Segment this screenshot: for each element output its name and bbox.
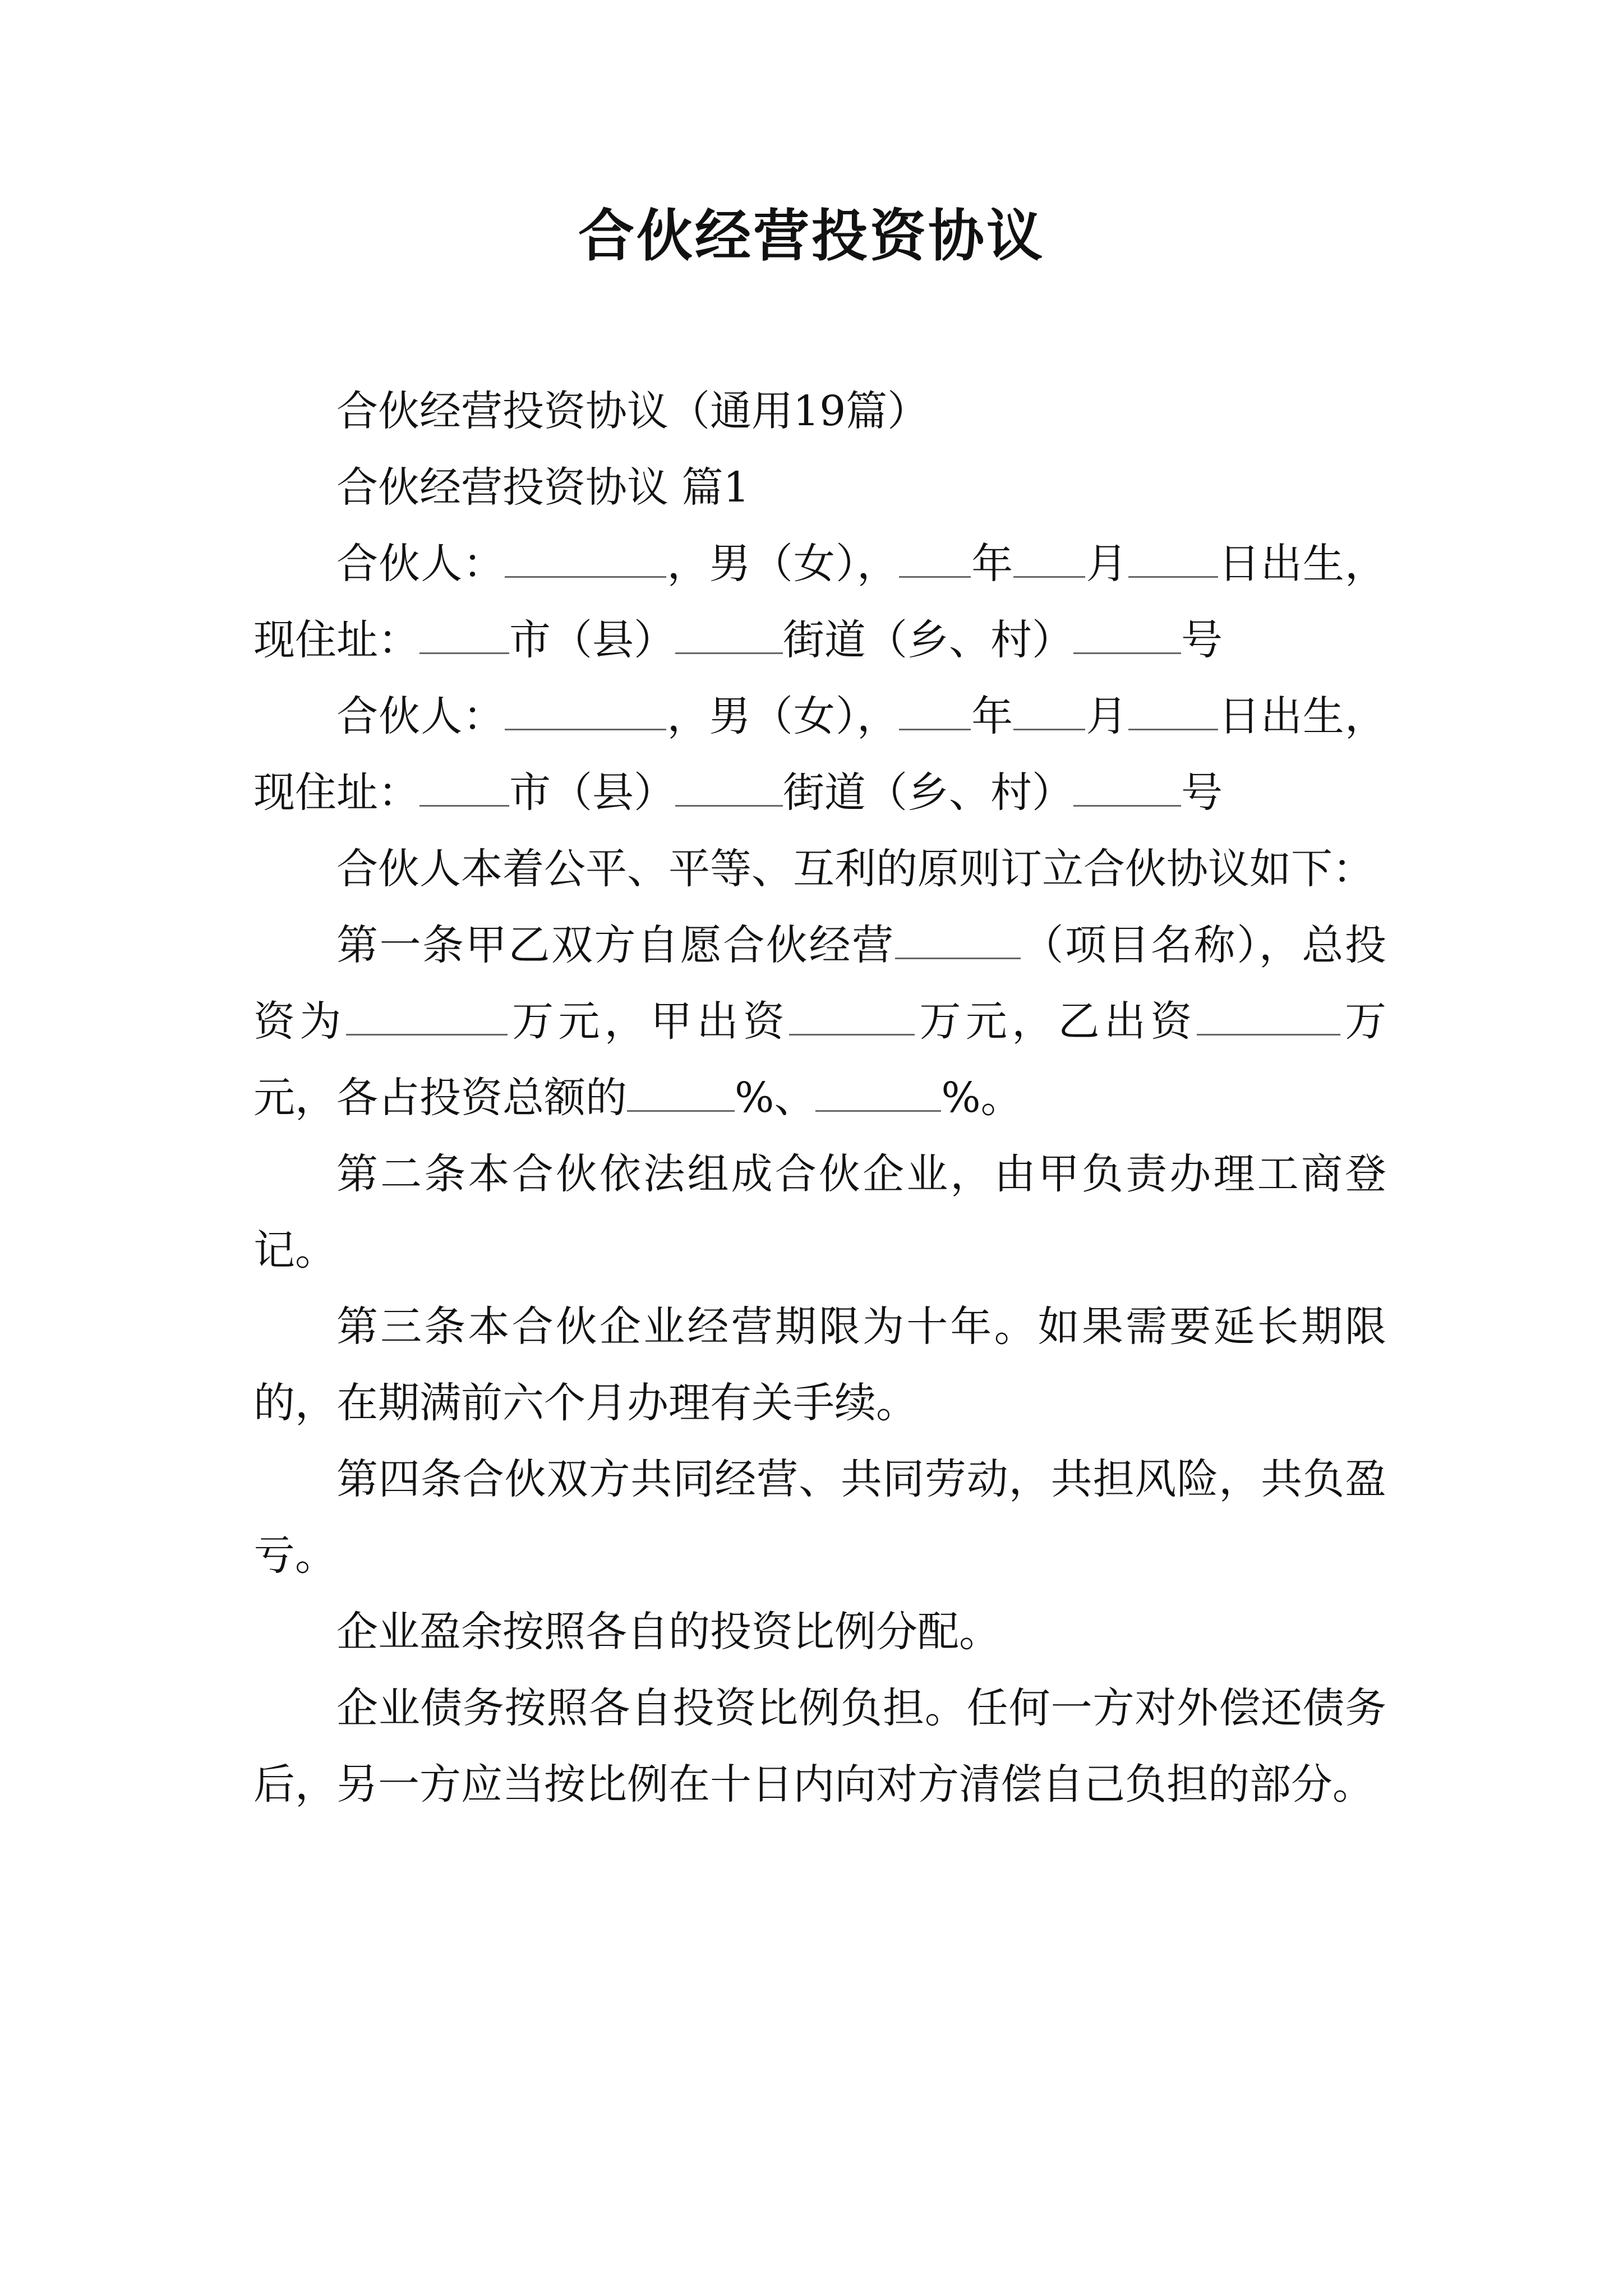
fill-in-blank[interactable]	[1073, 766, 1181, 807]
document-title: 合伙经营投资协议	[578, 203, 1045, 269]
paragraph-text: 号	[1181, 616, 1223, 664]
paragraph-text: 第一条甲乙双方自愿合伙经营	[336, 921, 895, 969]
paragraph-text: 市（县）	[509, 769, 675, 817]
fill-in-blank[interactable]	[627, 1071, 735, 1112]
fill-in-blank[interactable]	[899, 537, 971, 578]
paragraph-text: 街道（乡、村）	[783, 616, 1073, 664]
paragraph-text: 月	[1085, 692, 1128, 740]
paragraph-text: 企业债务按照各自投资比例负担。任何一方对外偿还债务后，另一方应当按比例在十日内向对方清偿自己负担的部分。	[253, 1684, 1386, 1809]
paragraph-text: 市（县）	[509, 616, 675, 664]
fill-in-blank[interactable]	[899, 689, 971, 730]
paragraph-text: 第三条本合伙企业经营期限为十年。如果需要延长期限的，在期满前六个月办理有关手续。	[253, 1303, 1386, 1427]
fill-in-blank[interactable]	[1197, 995, 1340, 1036]
paragraph-text: 日出生，现住址：	[253, 540, 1387, 664]
fill-in-blank[interactable]	[505, 689, 666, 730]
paragraph-text: 日出生，现住址：	[253, 692, 1387, 817]
fill-in-blank[interactable]	[815, 1071, 941, 1112]
paragraph-p8	[253, 1289, 1386, 1441]
paragraph-p2	[253, 449, 1386, 526]
paragraph-p9	[253, 1441, 1386, 1594]
paragraph-text: 万元，各占投资总额的	[253, 997, 1387, 1122]
paragraph-text: 街道（乡、村）	[783, 769, 1073, 817]
fill-in-blank[interactable]	[895, 918, 1021, 959]
paragraph-p5	[253, 831, 1386, 907]
paragraph-p6	[253, 907, 1386, 1136]
paragraph-text: 万元，乙出资	[915, 997, 1197, 1046]
paragraph-text: ，男（女），	[666, 692, 900, 740]
fill-in-blank[interactable]	[675, 766, 783, 807]
paragraph-text: 合伙经营投资协议（通用19篇）	[336, 387, 929, 435]
fill-in-blank[interactable]	[1013, 689, 1085, 730]
paragraph-text: 万元，甲出资	[507, 997, 790, 1046]
paragraph-text: （项目名称），总投资为	[253, 921, 1387, 1046]
fill-in-blank[interactable]	[675, 613, 783, 654]
fill-in-blank[interactable]	[1128, 537, 1218, 578]
paragraph-text: 年	[971, 692, 1014, 740]
paragraph-p3	[253, 526, 1386, 678]
paragraph-text: %。	[941, 1074, 1022, 1122]
paragraph-p4	[253, 678, 1386, 831]
fill-in-blank[interactable]	[1128, 689, 1218, 730]
paragraph-text: ，男（女），	[666, 540, 900, 588]
paragraph-text: 第二条本合伙依法组成合伙企业，由甲负责办理工商登记。	[253, 1150, 1386, 1274]
fill-in-blank[interactable]	[1073, 613, 1181, 654]
fill-in-blank[interactable]	[419, 766, 509, 807]
fill-in-blank[interactable]	[1013, 537, 1085, 578]
paragraph-text: 企业盈余按照各自的投资比例分配。	[336, 1608, 1000, 1656]
paragraph-text: 月	[1085, 540, 1128, 588]
paragraph-p1	[253, 373, 1386, 449]
paragraph-text: 号	[1181, 769, 1223, 817]
paragraph-text: 合伙经营投资协议 篇1	[336, 463, 750, 512]
paragraph-text: 年	[971, 540, 1014, 588]
document-body	[253, 373, 1386, 1823]
paragraph-p11	[253, 1670, 1386, 1823]
paragraph-text: 合伙人本着公平、平等、互利的原则订立合伙协议如下：	[336, 845, 1374, 893]
fill-in-blank[interactable]	[789, 995, 915, 1036]
paragraph-p10	[253, 1594, 1386, 1670]
fill-in-blank[interactable]	[505, 537, 666, 578]
paragraph-text: 合伙人：	[336, 540, 505, 588]
fill-in-blank[interactable]	[346, 995, 508, 1036]
paragraph-p7	[253, 1136, 1386, 1289]
paragraph-text: 第四条合伙双方共同经营、共同劳动，共担风险，共负盈亏。	[253, 1455, 1386, 1580]
paragraph-text: 合伙人：	[336, 692, 505, 740]
paragraph-text: %、	[735, 1074, 816, 1122]
fill-in-blank[interactable]	[419, 613, 509, 654]
